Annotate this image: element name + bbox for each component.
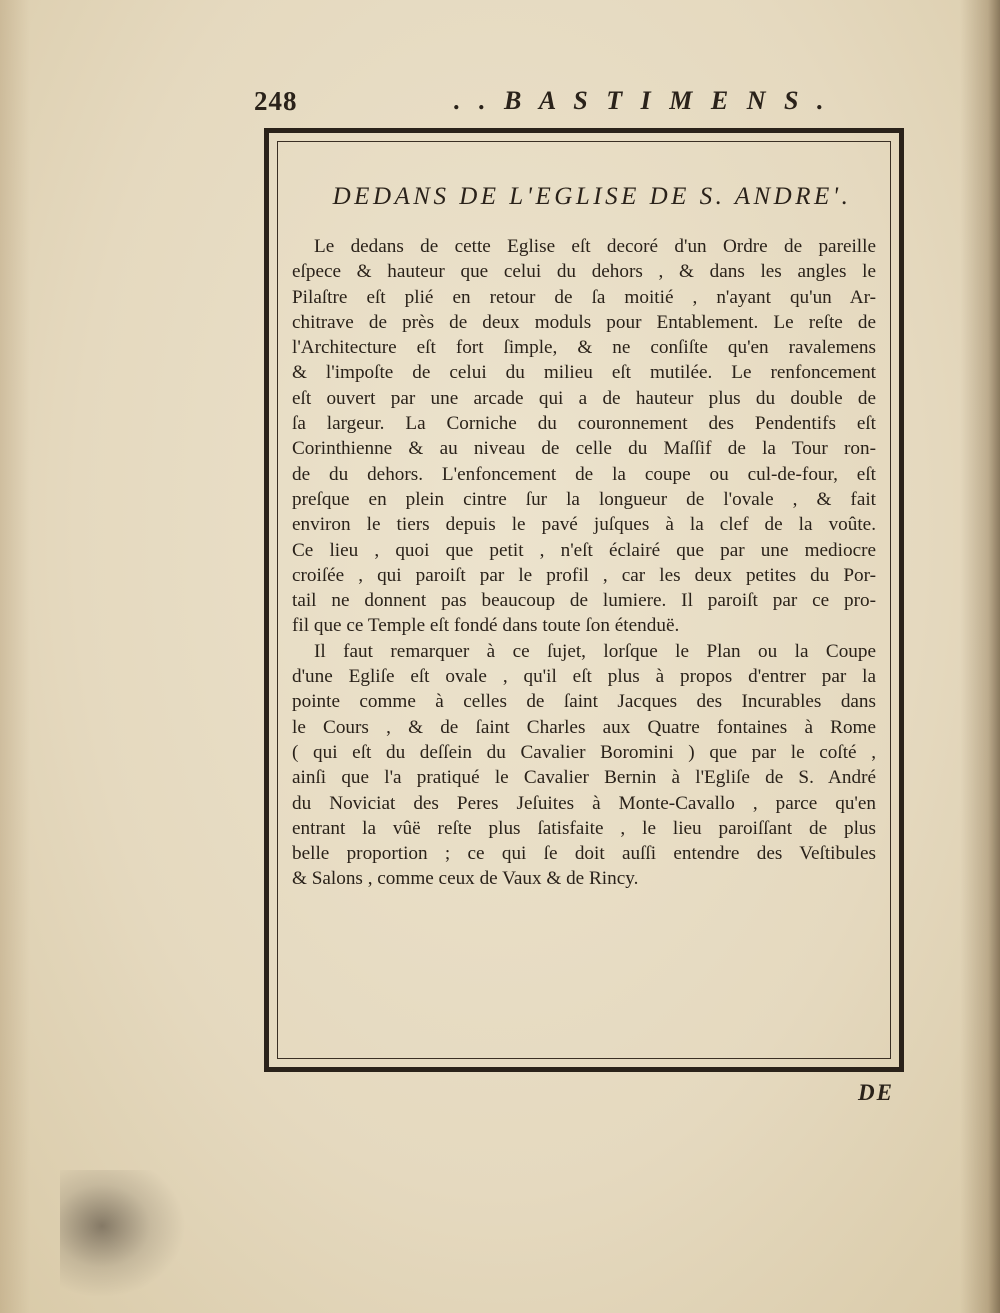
paper-stain: [60, 1170, 200, 1310]
paragraph-1: [292, 234, 876, 639]
text-line: Corinthienne & au niveau de celle du Maſſif de la Tour ron-: [292, 438, 876, 460]
text-line: belle proportion ; ce qui ſe doit auſſi entendre des Veſtibules: [292, 843, 876, 865]
text-line: & l'impoſte de celui du milieu eſt mutilée. Le renfoncement: [292, 362, 876, 384]
page-header: [254, 86, 894, 122]
text-line: eſt ouvert par une arcade qui a de hauteur plus du double de: [292, 387, 876, 409]
text-line: & Salons , comme ceux de Vaux & de Rincy.: [292, 868, 639, 890]
text-line: Ce lieu , quoi que petit , n'eſt éclairé que par une mediocre: [292, 539, 876, 561]
text-line: de du dehors. L'enfoncement de la coupe ou cul-de-four, eſt: [292, 463, 876, 485]
text-line: l'Architecture eſt fort ſimple, & ne conſiſte qu'en ravalemens: [292, 337, 876, 359]
text-line: fil que ce Temple eſt fondé dans toute ſon étenduë.: [292, 615, 680, 637]
text-line: preſque en plein cintre ſur la longueur de l'ovale , & fait: [292, 488, 876, 510]
text-line: tail ne donnent pas beaucoup de lumiere. Il paroiſt par ce pro-: [292, 590, 876, 612]
body-text: [292, 234, 876, 892]
text-line: Le dedans de cette Eglise eſt decoré d'un Ordre de pareille: [314, 236, 876, 257]
section-title: DEDANS DE L'EGLISE DE S. ANDRE'.: [332, 183, 852, 210]
text-line: environ le tiers depuis le pavé juſques à la clef de la voûte.: [292, 514, 876, 536]
text-line: Pilaſtre eſt plié en retour de ſa moitié , n'ayant qu'un Ar-: [292, 286, 876, 308]
text-line: ainſi que l'a pratiqué le Cavalier Bernin à l'Egliſe de S. André: [292, 767, 876, 789]
text-line: chitrave de près de deux moduls pour Entablement. Le reſte de: [292, 311, 876, 333]
text-line: ſa largeur. La Corniche du couronnement des Pendentifs eſt: [292, 413, 876, 435]
text-line: le Cours , & de ſaint Charles aux Quatre fontaines à Rome: [292, 716, 876, 738]
text-line: croiſée , qui paroiſt par le profil , car les deux petites du Por-: [292, 564, 876, 586]
paragraph-2: [292, 639, 876, 892]
text-line: eſpece & hauteur que celui du dehors , & dans les angles le: [292, 261, 876, 283]
text-line: du Noviciat des Peres Jeſuites à Monte-Cavallo , parce qu'en: [292, 792, 876, 814]
text-line: pointe comme à celles de ſaint Jacques des Incurables dans: [292, 691, 876, 713]
text-line: Il faut remarquer à ce ſujet, lorſque le Plan ou la Coupe: [314, 640, 876, 662]
page-left-shading: [0, 0, 30, 1313]
running-head: . . B A S T I M E N S .: [454, 86, 830, 115]
text-line: d'une Egliſe eſt ovale , qu'il eſt plus à propos d'entrer par la: [292, 666, 876, 688]
text-line: ( qui eſt du deſſein du Cavalier Boromini ) que par le coſté ,: [292, 741, 876, 763]
page-number: 248: [254, 86, 298, 116]
catchword: DE: [858, 1080, 894, 1105]
text-line: entrant la vûë reſte plus ſatisfaite , le lieu paroiſſant de plus: [292, 817, 876, 839]
page-right-edge: [960, 0, 1000, 1313]
